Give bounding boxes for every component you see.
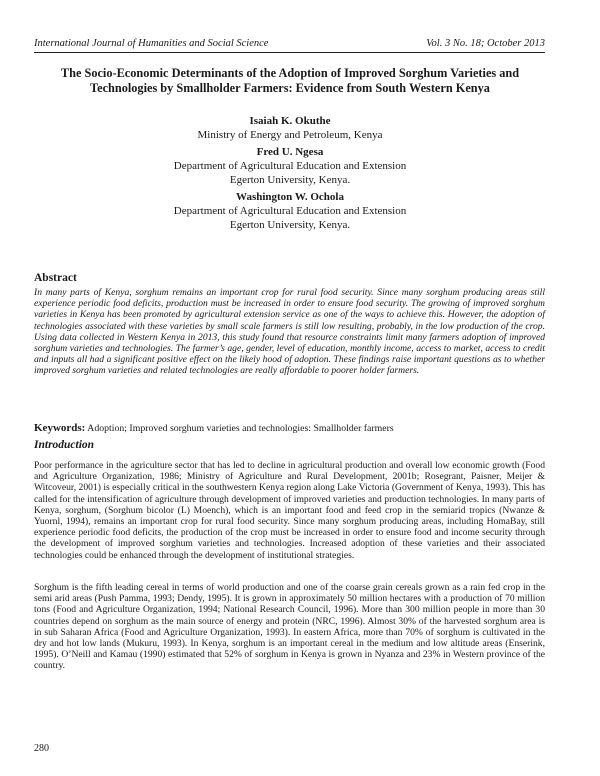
issue-info: Vol. 3 No. 18; October 2013: [426, 38, 545, 49]
abstract-heading: Abstract: [34, 272, 77, 284]
author-name: Fred U. Ngesa: [256, 146, 324, 158]
author-name: Isaiah K. Okuthe: [249, 115, 331, 127]
abstract-text: In many parts of Kenya, sorghum remains an important crop for rural food security. Since many sorghum producing areas still experience periodic food deficits, production must be increased in order to ensure food security. The growing of improved sorghum varieties in Kenya has been promoted by agricultural extension service as one of the ways to achieve this. However, the adoption of technologies associated with these varieties by small scale farmers is still low resulting, probably, in the low production of the crop. Using data collected in Western Kenya in 2013, this study found that resource constraints limit many farmers adoption of improved sorghum varieties and technologies. The farmer’s age, gender, level of education, monthly income, access to market, access to credit and inputs all had a significant positive effect on the likely hood of adoption. These findings raise important questions as to whether improved sorghum varieties and related technologies are really affordable to poorer holder farmers.: [34, 287, 545, 377]
author-block: [40, 114, 540, 142]
author-block: [40, 145, 540, 187]
author-name: Washington W. Ochola: [236, 191, 344, 203]
journal-name: International Journal of Humanities and Social Science: [34, 38, 269, 49]
paper-title: The Socio-Economic Determinants of the Adoption of Improved Sorghum Varieties and Technologies by Smallholder Farmers: Evidence from South Western Kenya: [60, 66, 520, 95]
keywords-text: Adoption; Improved sorghum varieties and technologies: Smallholder farmers: [87, 423, 394, 434]
body-paragraph: Poor performance in the agriculture sector that has led to decline in agricultural production and overall low economic growth (Food and Agriculture Organization, 1986; Ministry of Agriculture and Rural Development, 2001b; Rosegrant, Paisner, Meijer & Witcoveur, 2001) is especially critical in the southwestern Kenya region along Lake Victoria (Government of Kenya, 1993). This has called for the intensification of agriculture through development of improved varieties and production technologies. In many parts of Kenya, sorghum, (Sorghum bicolor (L) Moench), which is an important food and feed crop in the semiarid tropics (Nwanze & Yuornl, 1994), remains an important crop for rural food security. Since many sorghum producing areas, including HomaBay, still experience periodic food deficits, the production of the crop must be increased in order to ensure food and income security through the development of improved sorghum varieties and technologies. Increased adoption of these varieties and their associated technologies could be enhanced through the development of institutional strategies.: [34, 460, 545, 561]
author-affiliation: Department of Agricultural Education and Extension: [173, 205, 407, 217]
author-affiliation: Egerton University, Kenya.: [229, 174, 351, 186]
keywords-label: Keywords:: [34, 422, 86, 434]
author-affiliation: Egerton University, Kenya.: [229, 219, 351, 231]
author-list: [40, 114, 540, 235]
keywords: [34, 422, 545, 435]
introduction-heading: Introduction: [34, 439, 95, 451]
author-affiliation: Department of Agricultural Education and Extension: [173, 160, 407, 172]
header-rule: [34, 52, 545, 53]
author-block: [40, 190, 540, 232]
running-header: [34, 38, 545, 50]
page-number: 280: [34, 743, 49, 754]
body-paragraph: Sorghum is the fifth leading cereal in terms of world production and one of the coarse grain cereals grown as a rain fed crop in the semi arid areas (Push Pamma, 1993; Dendy, 1995). It is grown in approximately 50 million hectares with a production of 70 million tons (Food and Agriculture Organization, 1994; National Research Council, 1996). More than 300 million people in more than 30 countries depend on sorghum as the main source of energy and protein (NRC, 1996). Almost 30% of the harvested sorghum area is in sub Saharan Africa (Food and Agriculture Organization, 1993). In eastern Africa, more than 70% of sorghum is cultivated in the dry and hot low lands (Mukuru, 1993). In Kenya, sorghum is an important cereal in the medium and low altitude areas (Enserink, 1995). O’Neill and Kamau (1990) estimated that 52% of sorghum in Kenya is grown in Nyanza and 23% in Western province of the country.: [34, 582, 545, 672]
author-affiliation: Ministry of Energy and Petroleum, Kenya: [197, 129, 383, 141]
